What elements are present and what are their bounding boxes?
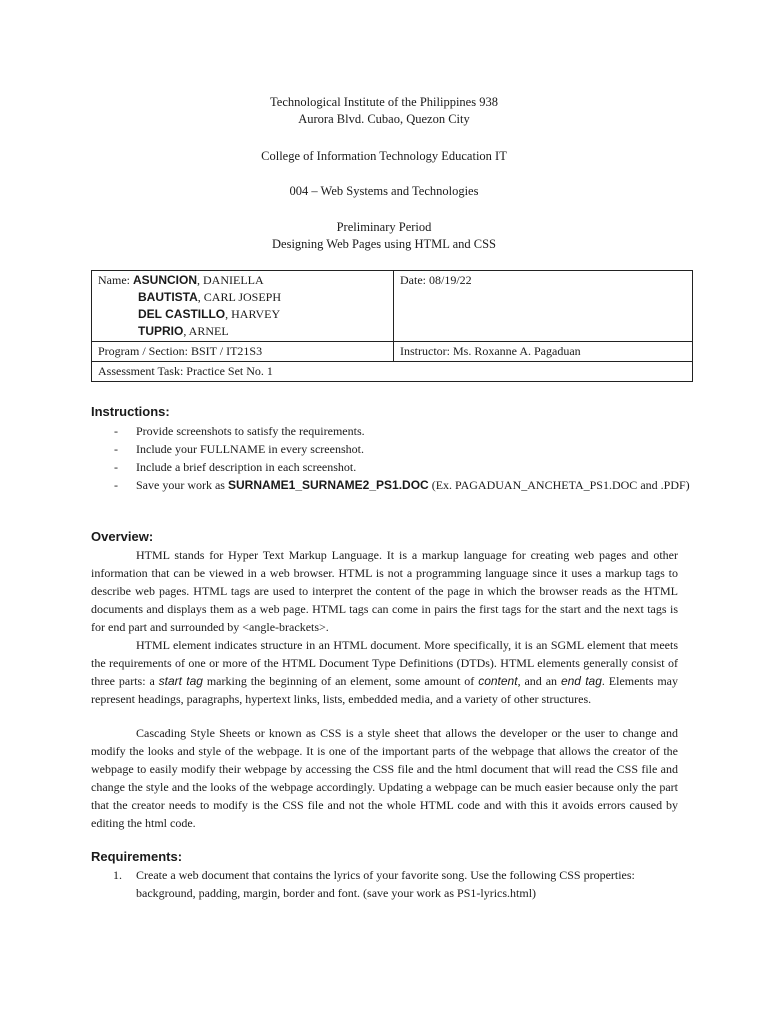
period-topic (0, 219, 768, 253)
list-item (91, 422, 691, 440)
content-term: content (478, 674, 518, 688)
date-cell: Date: 08/19/22 (394, 271, 693, 342)
instructor-cell: Instructor: Ms. Roxanne A. Pagaduan (394, 342, 693, 362)
overview-heading: Overview: (91, 529, 154, 544)
institution-street: Aurora Blvd. Cubao, Quezon City (298, 112, 470, 126)
dash-bullet: - (114, 442, 118, 456)
name-label: Name: (98, 273, 133, 287)
instructions-heading: Instructions: (91, 404, 170, 419)
course-title: 004 – Web Systems and Technologies (289, 184, 479, 198)
list-item-text: Include your FULLNAME in every screenshot. (136, 442, 364, 456)
paragraph-text: , and an (517, 674, 561, 688)
dash-bullet: - (114, 460, 118, 474)
overview-paragraph-html: HTML stands for Hyper Text Markup Language. It is a markup language for creating web pages and other information that can be viewed in a web browser. HTML is not a programming language since it uses a markup tags to describe web pages. HTML tags are used to interpret the content of the page in which the browser reads as the HTML documents and displays them as a web page. HTML tags can come in pairs the first tags for the start and the next tags is for end part and surrounded by <angle-brackets>. (91, 548, 678, 634)
member-given-name: , HARVEY (225, 307, 281, 321)
save-filename: SURNAME1_SURNAME2_PS1.DOC (227, 478, 429, 492)
topic-title: Designing Web Pages using HTML and CSS (272, 237, 496, 251)
member-surname: DEL CASTILLO (138, 307, 226, 321)
member-surname: TUPRIO (138, 324, 184, 338)
member-surname: ASUNCION (133, 273, 198, 287)
institution-name: Technological Institute of the Philippines 938 (270, 95, 498, 109)
member-row (98, 323, 387, 340)
list-item (91, 440, 691, 458)
program-cell: Program / Section: BSIT / IT21S3 (92, 342, 394, 362)
member-row (98, 272, 387, 289)
instructions-list (91, 422, 691, 494)
requirements-list (91, 866, 691, 902)
period-label: Preliminary Period (336, 220, 432, 234)
member-row (98, 289, 387, 306)
institution-address (0, 94, 768, 128)
member-given-name: , CARL JOSEPH (197, 290, 282, 304)
member-given-name: , ARNEL (183, 324, 229, 338)
save-instruction-prefix: Save your work as (136, 478, 228, 492)
overview-paragraph-css: Cascading Style Sheets or known as CSS is a style sheet that allows the developer or the user to change and modify the looks and style of the webpage. It is one of the important parts of the webpage that allows the creator of the webpage to easily modify their webpage by accessing the CSS file and the html document that will read the CSS file and change the style and the looks of the webpage accordingly. Updating a webpage can be much easier because only the part that the creator needs to modify is the CSS file and not the whole HTML code and with this it avoids errors caused by editing the html code. (91, 726, 678, 830)
list-item (91, 458, 691, 476)
dash-bullet: - (114, 478, 118, 492)
college-name: College of Information Technology Education IT (261, 149, 507, 163)
student-info-table (91, 270, 693, 382)
assessment-task-cell: Assessment Task: Practice Set No. 1 (92, 362, 693, 382)
member-row (98, 306, 387, 323)
member-given-name: , DANIELLA (197, 273, 264, 287)
item-number: 1. (113, 868, 122, 882)
paragraph-text: marking the beginning of an element, some amount of (202, 674, 479, 688)
save-instruction-suffix: (Ex. PAGADUAN_ANCHETA_PS1.DOC and .PDF) (428, 478, 690, 492)
list-item-text: Provide screenshots to satisfy the requirements. (136, 424, 365, 438)
end-tag-term: end tag (560, 674, 602, 688)
paragraph-text: HTML element indicates structure in an HTML document. More specifically, it is an SGML element that meets the requirements of one or more of the HTML Document Type Definitions (DTDs). HTML elements generally consist of three parts: a (91, 638, 678, 688)
overview-paragraph-element (91, 636, 678, 708)
list-item (91, 476, 691, 494)
requirement-text: Create a web document that contains the lyrics of your favorite song. Use the following CSS properties: background, padding, margin, border and font. (save your work as PS1-lyrics.html) (136, 868, 635, 900)
list-item (91, 866, 691, 902)
requirements-heading: Requirements: (91, 849, 183, 864)
names-cell (92, 271, 394, 342)
start-tag-term: start tag (158, 674, 203, 688)
dash-bullet: - (114, 424, 118, 438)
list-item-text: Include a brief description in each screenshot. (136, 460, 357, 474)
paragraph-text: . Elements may represent headings, paragraphs, hypertext links, lists, embedded media, and a variety of other structures. (91, 674, 678, 706)
member-surname: BAUTISTA (138, 290, 198, 304)
